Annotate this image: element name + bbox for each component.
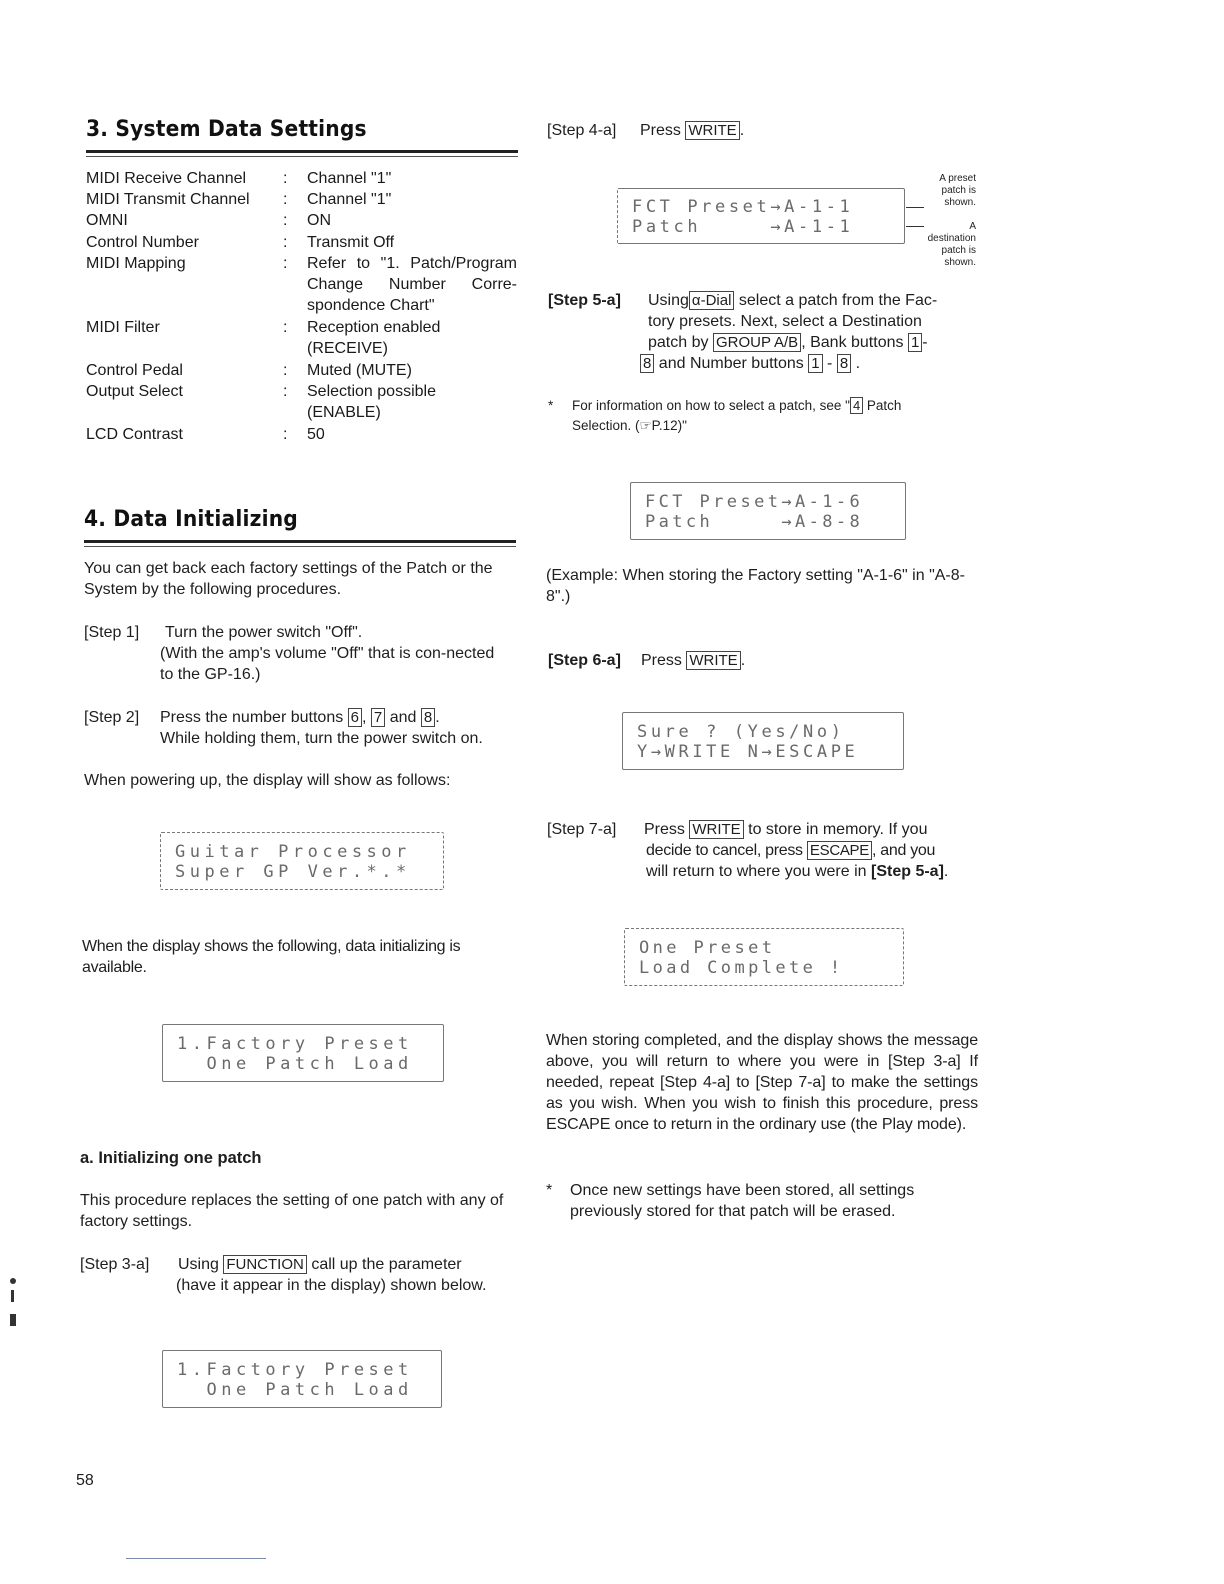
- step-7a-pre: Press: [644, 821, 685, 838]
- escape-button[interactable]: ESCAPE: [807, 841, 872, 860]
- step-2-text: [160, 707, 440, 728]
- section-3-rule: [86, 150, 518, 153]
- spec-label: MIDI Mapping: [86, 255, 186, 272]
- lcd-line-2: One Patch Load: [177, 1054, 413, 1074]
- period: .: [740, 652, 746, 669]
- bank-button-1[interactable]: 1: [908, 333, 922, 352]
- step-3a-pre: Using: [178, 1256, 219, 1273]
- leader-line-preset: [906, 207, 924, 208]
- lcd-line-1: 1.Factory Preset: [177, 1360, 413, 1380]
- spec-colon: :: [283, 255, 288, 272]
- lcd-line-1: Guitar Processor: [175, 842, 411, 862]
- spec-colon: :: [283, 362, 288, 379]
- step-5a-text-3-post: , Bank buttons: [801, 334, 904, 351]
- button-8[interactable]: 8: [421, 708, 435, 727]
- spec-colon: :: [283, 170, 288, 187]
- spec-label: OMNI: [86, 212, 128, 229]
- available-text: When the display shows the following, data initializing is available.: [82, 938, 461, 976]
- spec-label: LCD Contrast: [86, 426, 183, 443]
- step-6a-pre: Press: [641, 652, 682, 669]
- section-4-title: 4. Data Initializing: [84, 507, 298, 532]
- spec-label: MIDI Receive Channel: [86, 170, 247, 187]
- section-4-rule-thin: [84, 546, 516, 547]
- info-note-line-1: [572, 396, 901, 416]
- lcd-line-1: Sure ? (Yes/No): [637, 722, 845, 742]
- spec-value: Refer to "1. Patch/Program Change Number Corre-spondence Chart": [307, 255, 517, 314]
- spec-value: Selection possible (ENABLE): [307, 383, 436, 421]
- step-5a-text-4: and Number buttons: [658, 355, 804, 372]
- subheading-initializing-one-patch: a. Initializing one patch: [80, 1149, 262, 1167]
- step-5a-line-2: tory presets. Next, select a Destination: [648, 313, 922, 330]
- period: .: [739, 122, 745, 139]
- note-preset-patch: A preset patch is shown.: [939, 173, 976, 208]
- alpha-dial[interactable]: α-Dial: [689, 291, 735, 310]
- spec-value: 50: [307, 426, 325, 443]
- step-7a-text-2-post: , and you: [871, 842, 936, 859]
- step-6a-text: [641, 650, 745, 671]
- step-6a-label: [Step 6-a]: [548, 652, 621, 669]
- lcd-complete-display: [624, 928, 904, 986]
- step-5a-text-1: select a patch from the Fac-: [738, 292, 938, 309]
- lcd-example-display: [630, 482, 906, 540]
- info-post: Patch: [863, 398, 902, 413]
- bullet: *: [548, 398, 554, 413]
- spec-label: Control Pedal: [86, 362, 183, 379]
- section-3-title: 3. System Data Settings: [86, 117, 367, 142]
- write-button[interactable]: WRITE: [685, 121, 739, 140]
- example-text: (Example: When storing the Factory setting "A-1-6" in "A-8-8".): [546, 567, 965, 605]
- step-7a-label: [Step 7-a]: [547, 821, 617, 838]
- spec-value: Channel "1": [307, 191, 392, 208]
- group-ab-button[interactable]: GROUP A/B: [713, 333, 801, 352]
- step-5a-reference: [Step 5-a]: [871, 863, 944, 880]
- spec-value: ON: [307, 212, 331, 229]
- step-5a-line-4: [640, 353, 860, 374]
- step-7a-line-3: [646, 861, 948, 882]
- number-button-8[interactable]: 8: [837, 354, 851, 373]
- step-3a-note: (have it appear in the display) shown below.: [176, 1277, 487, 1294]
- lcd-line-2: Load Complete !: [639, 958, 844, 978]
- spec-colon: :: [283, 191, 288, 208]
- button-7[interactable]: 7: [371, 708, 385, 727]
- lcd-line-1: FCT Preset→A-1-1: [632, 197, 854, 217]
- bottom-line: [126, 1558, 266, 1559]
- lcd-function-display: [162, 1350, 442, 1408]
- lcd-line-2: Y→WRITE N→ESCAPE: [637, 742, 859, 762]
- lcd-fct-preset-display: [617, 188, 905, 244]
- lcd-line-2: Patch →A-8-8: [645, 512, 864, 532]
- step-3a-text: [178, 1254, 462, 1275]
- step-5a-label: [Step 5-a]: [548, 292, 621, 309]
- step-7a-text-1: to store in memory. If you: [748, 821, 928, 838]
- write-button[interactable]: WRITE: [686, 651, 740, 670]
- section-4-rule: [84, 540, 516, 543]
- spec-value: Reception enabled (RECEIVE): [307, 319, 441, 357]
- function-button[interactable]: FUNCTION: [223, 1255, 307, 1274]
- margin-mark: [10, 1278, 16, 1284]
- info-pre: For information on how to select a patch, see ": [572, 398, 850, 413]
- write-button[interactable]: WRITE: [689, 820, 743, 839]
- section-4-intro: You can get back each factory settings of the Patch or the System by the following procedures.: [84, 560, 493, 598]
- final-note: Once new settings have been stored, all settings previously stored for that patch will be erased.: [570, 1182, 915, 1220]
- step-7a-line-2: [646, 840, 935, 861]
- lcd-line-2: One Patch Load: [177, 1380, 413, 1400]
- step-7a-text-3-pre: will return to where you were in: [646, 863, 867, 880]
- lcd-line-2: Patch →A-1-1: [632, 217, 854, 237]
- leader-line-destination: [906, 226, 924, 227]
- step-5a-line-3: [648, 332, 928, 353]
- patch-selection-ref: 4: [850, 397, 863, 414]
- period: .: [435, 709, 440, 726]
- lcd-line-2: Super GP Ver.*.*: [175, 862, 411, 882]
- step-2-pre: Press the number buttons: [160, 709, 344, 726]
- section-3-rule-thin: [86, 156, 518, 157]
- separator: ,: [362, 709, 367, 726]
- powering-text: When powering up, the display will show as follows:: [84, 772, 451, 789]
- margin-mark: [11, 1290, 14, 1302]
- spec-label: Output Select: [86, 383, 183, 400]
- step-2-note: While holding them, turn the power switch on.: [160, 730, 483, 747]
- spec-value: Channel "1": [307, 170, 392, 187]
- number-button-1[interactable]: 1: [808, 354, 822, 373]
- completed-text: When storing completed, and the display shows the message above, you will return to where you were in [Step 3-a] If needed, repeat [Step 4-a] to [Step 7-a] to make the settings as you wish. When you wish to finish this procedure, press ESCAPE once to return in the ordinary use (the Play mode).: [546, 1032, 978, 1133]
- button-6[interactable]: 6: [348, 708, 362, 727]
- note-destination-patch: A destination patch is shown.: [927, 221, 976, 268]
- step-4a-pre: Press: [640, 122, 681, 139]
- bank-button-8[interactable]: 8: [640, 354, 654, 373]
- step-1-text: Turn the power switch "Off".: [165, 624, 363, 641]
- step-3a-post: call up the parameter: [311, 1256, 462, 1273]
- lcd-line-1: 1.Factory Preset: [177, 1034, 413, 1054]
- spec-label: Control Number: [86, 234, 199, 251]
- spec-value: Muted (MUTE): [307, 362, 412, 379]
- bullet: *: [546, 1182, 553, 1199]
- lcd-confirm-display: [622, 712, 904, 770]
- spec-colon: :: [283, 234, 288, 251]
- spec-colon: :: [283, 319, 288, 336]
- step-7a-line-1: [644, 819, 927, 840]
- period: .: [855, 355, 861, 372]
- step-1-label: [Step 1]: [84, 624, 140, 641]
- step-4a-label: [Step 4-a]: [547, 122, 617, 139]
- spec-value: Transmit Off: [307, 234, 395, 251]
- lcd-factory-preset-display: [162, 1024, 444, 1082]
- step-3a-label: [Step 3-a]: [80, 1256, 150, 1273]
- spec-colon: :: [283, 383, 288, 400]
- period: .: [943, 863, 949, 880]
- spec-label: MIDI Filter: [86, 319, 160, 336]
- spec-label: MIDI Transmit Channel: [86, 191, 250, 208]
- dash: -: [827, 355, 833, 372]
- margin-mark: [10, 1314, 16, 1326]
- page-number: 58: [76, 1472, 94, 1489]
- step-1-note: (With the amp's volume "Off" that is con-nected to the GP-16.): [160, 645, 495, 683]
- step-7a-text-2-pre: decide to cancel, press: [646, 842, 803, 859]
- step-4a-text: [640, 120, 744, 141]
- info-note-line-2: Selection. (☞P.12)": [572, 418, 687, 433]
- lcd-line-1: One Preset: [639, 938, 776, 958]
- lcd-line-1: FCT Preset→A-1-6: [645, 492, 864, 512]
- step-5a-line-1: [648, 290, 937, 311]
- step-5a-pre: Using: [648, 292, 689, 309]
- step-5a-text-3-pre: patch by: [648, 334, 709, 351]
- lcd-startup-display: [160, 832, 444, 890]
- and-text: and: [389, 709, 417, 726]
- dash: -: [922, 334, 928, 351]
- step-2-label: [Step 2]: [84, 709, 140, 726]
- spec-colon: :: [283, 212, 288, 229]
- spec-colon: :: [283, 426, 288, 443]
- sub-intro-text: This procedure replaces the setting of one patch with any of factory settings.: [80, 1192, 504, 1230]
